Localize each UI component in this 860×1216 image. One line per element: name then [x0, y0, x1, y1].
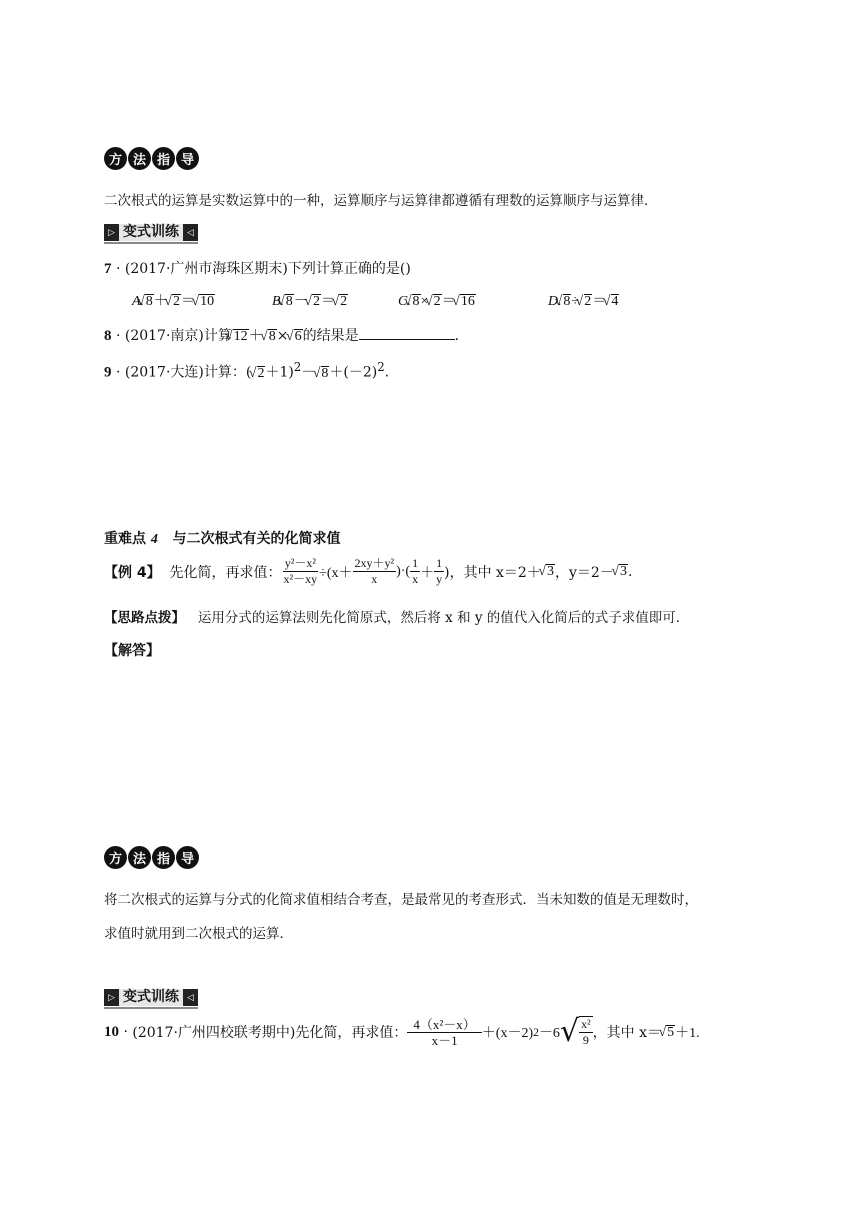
expr: ÷(x＋: [319, 565, 353, 581]
expr: －: [301, 364, 316, 381]
radicand: √ 8: [145, 294, 154, 309]
radicand: √ 8: [412, 294, 421, 309]
fraction: [353, 556, 397, 587]
example-label: 【例 4】: [104, 564, 161, 581]
option-letter: D.: [548, 294, 562, 309]
radicand: √ 8: [285, 294, 294, 309]
hint-line: [104, 606, 689, 626]
radicand: √ 6: [294, 329, 303, 344]
expr: ＋1.: [675, 1026, 700, 1041]
badge-char: 指: [152, 147, 175, 170]
triangle-left-icon: ◁: [183, 224, 198, 241]
badge-char: 导: [176, 147, 199, 170]
equals: ＝: [180, 294, 195, 309]
question-8: [104, 325, 469, 345]
question-number: 10: [104, 1023, 119, 1040]
exponent: 2: [293, 360, 302, 374]
answer-label: 【解答】: [104, 643, 160, 659]
triangle-right-icon: ▷: [104, 989, 119, 1006]
triangle-left-icon: ◁: [183, 989, 198, 1006]
section-label: 变式训练: [119, 224, 183, 241]
denominator: x: [412, 572, 419, 586]
expr: ＋(－2): [329, 364, 378, 381]
question-prompt: (2017·广州市海珠区期末)下列计算正确的是(): [124, 261, 411, 277]
badge-char: 指: [152, 846, 175, 869]
radical: [560, 1016, 593, 1048]
expr: ，y＝2－: [554, 564, 614, 581]
numerator: 1: [436, 556, 443, 570]
expr: .: [627, 563, 633, 580]
variant-training-bar: [104, 988, 198, 1009]
operator: －: [293, 294, 308, 309]
badge-char: 导: [176, 846, 199, 869]
option-letter: A.: [132, 294, 145, 309]
question-separator: ·: [115, 364, 121, 381]
radicand: √ 16: [460, 294, 476, 309]
operator: ×: [420, 294, 429, 309]
expr: ＋(x－2): [481, 1026, 534, 1041]
fraction: [434, 556, 444, 587]
method-guide-badge: [104, 846, 199, 869]
radicand: √ 3: [619, 564, 628, 579]
numerator: y²－x²: [284, 556, 316, 570]
question-number: 9: [104, 364, 112, 381]
exponent: 2: [377, 360, 385, 374]
denominator: x: [371, 572, 378, 586]
question-number: 8: [104, 328, 112, 344]
operator: ×: [276, 328, 289, 344]
hint-text: 运用分式的运算法则先化简原式，然后将 x 和 y 的值代入化简后的式子求值即可．: [197, 610, 690, 626]
expr: )·(: [396, 563, 411, 579]
method-guide-text: 二次根式的运算是实数运算中的一种，运算顺序与运算律都遵循有理数的运算顺序与运算律．: [104, 193, 658, 209]
question-text: (2017·大连)计算：(: [124, 364, 252, 381]
key-point-title: 与二次根式有关的化简求值: [172, 531, 341, 547]
radicand: √ 8: [563, 294, 572, 309]
fraction: [579, 1016, 593, 1048]
denominator: x²－xy: [283, 572, 318, 586]
method-guide-text-cont: 求值时就用到二次根式的运算．: [104, 926, 293, 942]
option-a: [132, 290, 215, 310]
equals: ＝: [592, 294, 607, 309]
expr: .: [384, 364, 390, 381]
option-b: [272, 290, 348, 310]
key-point-number: 4: [150, 532, 158, 547]
radicand: √ 8: [321, 366, 330, 381]
radicand: √ 10: [199, 294, 215, 309]
expr: )，其中 x＝2＋: [444, 564, 541, 581]
key-point-heading: [104, 528, 341, 548]
radicand: √ 2: [257, 366, 266, 381]
option-c: [398, 290, 476, 310]
question-10: [104, 1016, 700, 1048]
radicand: √ 2: [339, 294, 348, 309]
variant-training-bar: [104, 223, 198, 244]
denominator: y: [436, 572, 443, 586]
radicand: √ 2: [584, 294, 593, 309]
radicand: √ 3: [546, 564, 555, 579]
question-9: [104, 360, 389, 382]
expr: ＋1): [265, 364, 294, 381]
option-letter: C.: [398, 294, 411, 309]
question-separator: ·: [115, 328, 121, 344]
radicand: √ 12: [233, 329, 249, 344]
answer-blank[interactable]: [359, 327, 455, 340]
triangle-right-icon: ▷: [104, 224, 119, 241]
operator: ＋: [153, 294, 168, 309]
example-text: 先化简，再求值：: [169, 564, 282, 581]
radical-sign: √: [559, 1014, 580, 1049]
question-number: 7: [104, 261, 112, 277]
question-text: (2017·广州四校联考期中)先化简，再求值：: [132, 1025, 408, 1041]
badge-char: 方: [104, 846, 127, 869]
numerator: 4（x²－x）: [407, 1017, 481, 1033]
question-separator: ·: [123, 1024, 128, 1040]
question-text: (2017·南京)计算: [124, 328, 232, 344]
numerator: 1: [412, 556, 419, 570]
section-label: 变式训练: [119, 989, 183, 1006]
key-point-label: 重难点: [104, 531, 146, 547]
equals: ＝: [320, 294, 335, 309]
badge-char: 法: [128, 846, 151, 869]
method-guide-text: 将二次根式的运算与分式的化简求值相结合考查，是最常见的考查形式．当未知数的值是无理数时，: [104, 892, 698, 908]
question-end: ．: [454, 328, 469, 344]
numerator: 2xy＋y²: [354, 556, 395, 570]
option-d: [548, 290, 619, 310]
option-letter: B.: [272, 294, 285, 309]
expr: －6: [538, 1026, 560, 1041]
question-7: [104, 258, 411, 278]
equals: ＝: [441, 294, 456, 309]
example-4: [104, 556, 632, 587]
operator: ＋: [248, 328, 263, 344]
question-separator: ·: [115, 261, 121, 277]
question-text: 的结果是: [302, 328, 359, 344]
operator: ÷: [571, 294, 579, 309]
radicand: √ 2: [172, 294, 181, 309]
expr: ，其中 x＝: [592, 1025, 662, 1041]
hint-label: 【思路点拨】: [104, 610, 185, 626]
fraction: [410, 556, 420, 587]
badge-char: 法: [128, 147, 151, 170]
fraction: [407, 1017, 481, 1048]
method-guide-badge: [104, 147, 199, 170]
badge-char: 方: [104, 147, 127, 170]
fraction: [282, 556, 320, 587]
radicand: √ 8: [268, 329, 277, 344]
radicand: √ 5: [666, 1025, 675, 1040]
numerator: x²: [581, 1017, 591, 1031]
expr: ＋: [420, 565, 435, 581]
radicand: √ 2: [433, 294, 442, 309]
denominator: x－1: [431, 1032, 458, 1048]
exponent: 2: [533, 1025, 539, 1039]
denominator: 9: [582, 1033, 589, 1047]
radicand: √ 4: [611, 294, 620, 309]
radicand: √ 2: [312, 294, 321, 309]
